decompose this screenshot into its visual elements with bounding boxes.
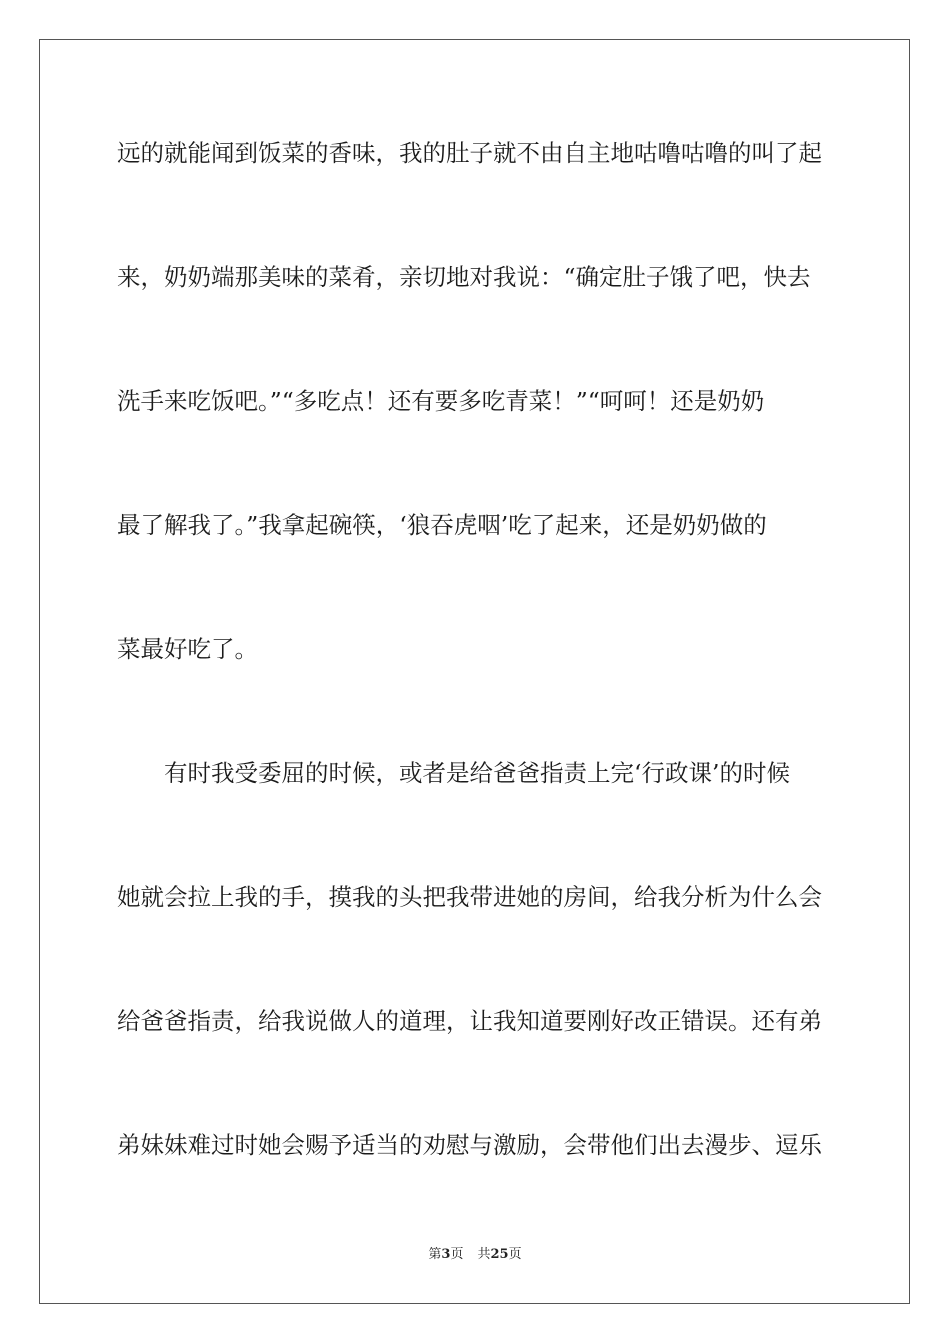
text-line-6: 有时我受委屈的时候，或者是给爸爸指责上完‘行政课’的时候: [164, 759, 790, 787]
text-line-7: 她就会拉上我的手，摸我的头把我带进她的房间，给我分析为什么会: [117, 883, 822, 911]
text-line-2: 来，奶奶端那美味的菜肴，亲切地对我说：“确定肚子饿了吧，快去: [117, 263, 811, 291]
text-line-1: 远的就能闻到饭菜的香味，我的肚子就不由自主地咕噜咕噜的叫了起: [117, 139, 822, 167]
text-line-8: 给爸爸指责，给我说做人的道理，让我知道要刚好改正错误。还有弟: [117, 1007, 822, 1035]
page-footer: [0, 1246, 950, 1264]
text-line-5: 菜最好吃了。: [117, 635, 258, 663]
text-line-3: 洗手来吃饭吧。”“多吃点！还有要多吃青菜！”“呵呵！还是奶奶: [117, 387, 765, 415]
page-suffix: 页: [450, 1247, 464, 1262]
text-line-4: 最了解我了。”我拿起碗筷，‘狼吞虎咽’吃了起来，还是奶奶做的: [117, 511, 767, 539]
total-suffix: 页: [508, 1247, 522, 1262]
total-prefix: 共: [477, 1247, 491, 1262]
page-prefix: 第: [428, 1247, 442, 1262]
page-number: 3: [441, 1247, 451, 1262]
total-pages: 25: [490, 1247, 509, 1262]
text-line-9: 弟妹妹难过时她会赐予适当的劝慰与激励，会带他们出去漫步、逗乐: [117, 1131, 822, 1159]
page-border: [39, 39, 910, 1304]
